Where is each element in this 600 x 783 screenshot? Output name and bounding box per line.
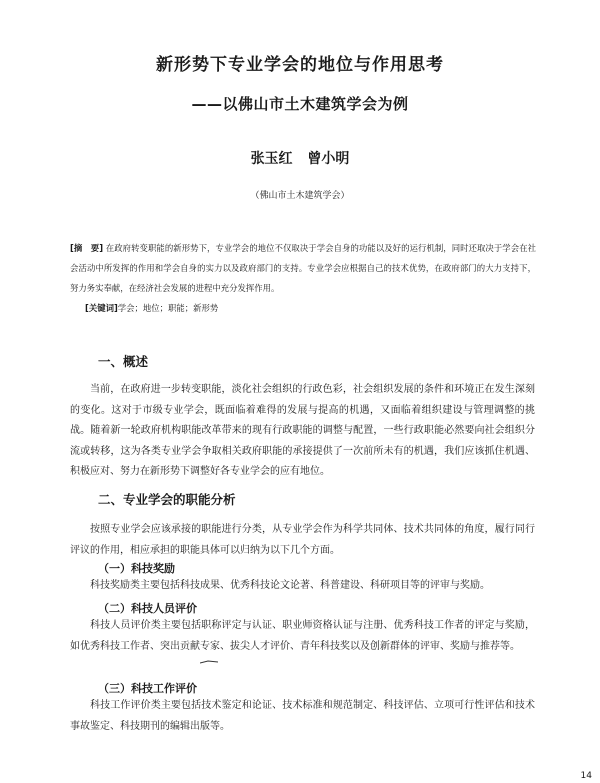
subsection-heading-awards: （一）科技奖励 bbox=[98, 562, 175, 575]
personnel-paragraph: 科技人员评价类主要包括职称评定与认证、职业师资格认证与注册、优秀科技工作者的评定与奖励，如优秀科技工作者、突出贡献专家、拔尖人才评价、青年科技奖以及创新群体的评审、奖励与推荐等。 bbox=[70, 620, 535, 652]
section-heading-overview: 一、概述 bbox=[98, 354, 149, 369]
affiliation: （佛山市土木建筑学会） bbox=[250, 191, 350, 201]
functions-intro-paragraph: 按照专业学会应该承接的职能进行分类，从专业学会作为科学共同体、技术共同体的角度，履行同行评议的作用，相应承担的职能具体可以归纳为以下几个方面。 bbox=[70, 524, 535, 556]
paper-subtitle: ——以佛山市土木建筑学会为例 bbox=[191, 95, 409, 113]
keywords-label: [关键词] bbox=[85, 303, 118, 313]
page-number: 14 bbox=[580, 771, 592, 781]
abstract-text: 在政府转变职能的新形势下，专业学会的地位不仅取决于学会自身的功能以及好的运行机制，同时还取决于学会在社会活动中所发挥的作用和学会自身的实力以及政府部门的支持。专业学会应根据自己的技术优势，在政府部门的大力支持下，努力务实奉献，在经济社会发展的进程中充分发挥作用。 bbox=[70, 243, 536, 293]
keywords bbox=[85, 300, 535, 316]
abstract-label: [摘 要] bbox=[70, 243, 104, 253]
awards-paragraph: 科技奖励类主要包括科技成果、优秀科技论文论著、科普建设、科研项目等的评审与奖励。 bbox=[90, 580, 490, 591]
subsection-heading-personnel: （二）科技人员评价 bbox=[98, 602, 197, 615]
authors: 张玉红 曾小明 bbox=[250, 151, 350, 167]
work-evaluation-paragraph: 科技工作评价类主要包括技术鉴定和论证、技术标准和规范制定、科技评估、立项可行性评估和技术事故鉴定、科技期刊的编辑出版等。 bbox=[70, 700, 535, 732]
paper-title: 新形势下专业学会的地位与作用思考 bbox=[156, 55, 444, 75]
keywords-text: 学会；地位；职能；新形势 bbox=[117, 303, 219, 313]
overview-paragraph: 当前，在政府进一步转变职能，淡化社会组织的行政色彩，社会组织发展的条件和环境正在发生深刻的变化。这对于市级专业学会，既面临着难得的发展与提高的机遇，又面临着组织建设与管理调整的挑战。随着新一轮政府机构职能改革带来的现有行政职能的调整与配置，一些行政职能必然要向社会组织分流或转移，这为各类专业学会争取相关政府职能的承接提供了一次前所未有的机遇，我们应该抓住机遇、积极应对、努力在新形势下调整好各专业学会的应有地位。 bbox=[70, 384, 535, 477]
abstract bbox=[70, 238, 536, 298]
section-heading-functions: 二、专业学会的职能分析 bbox=[98, 492, 236, 507]
subsection-heading-work-evaluation: （三）科技工作评价 bbox=[98, 682, 197, 695]
scan-artifact-mark bbox=[200, 660, 218, 664]
